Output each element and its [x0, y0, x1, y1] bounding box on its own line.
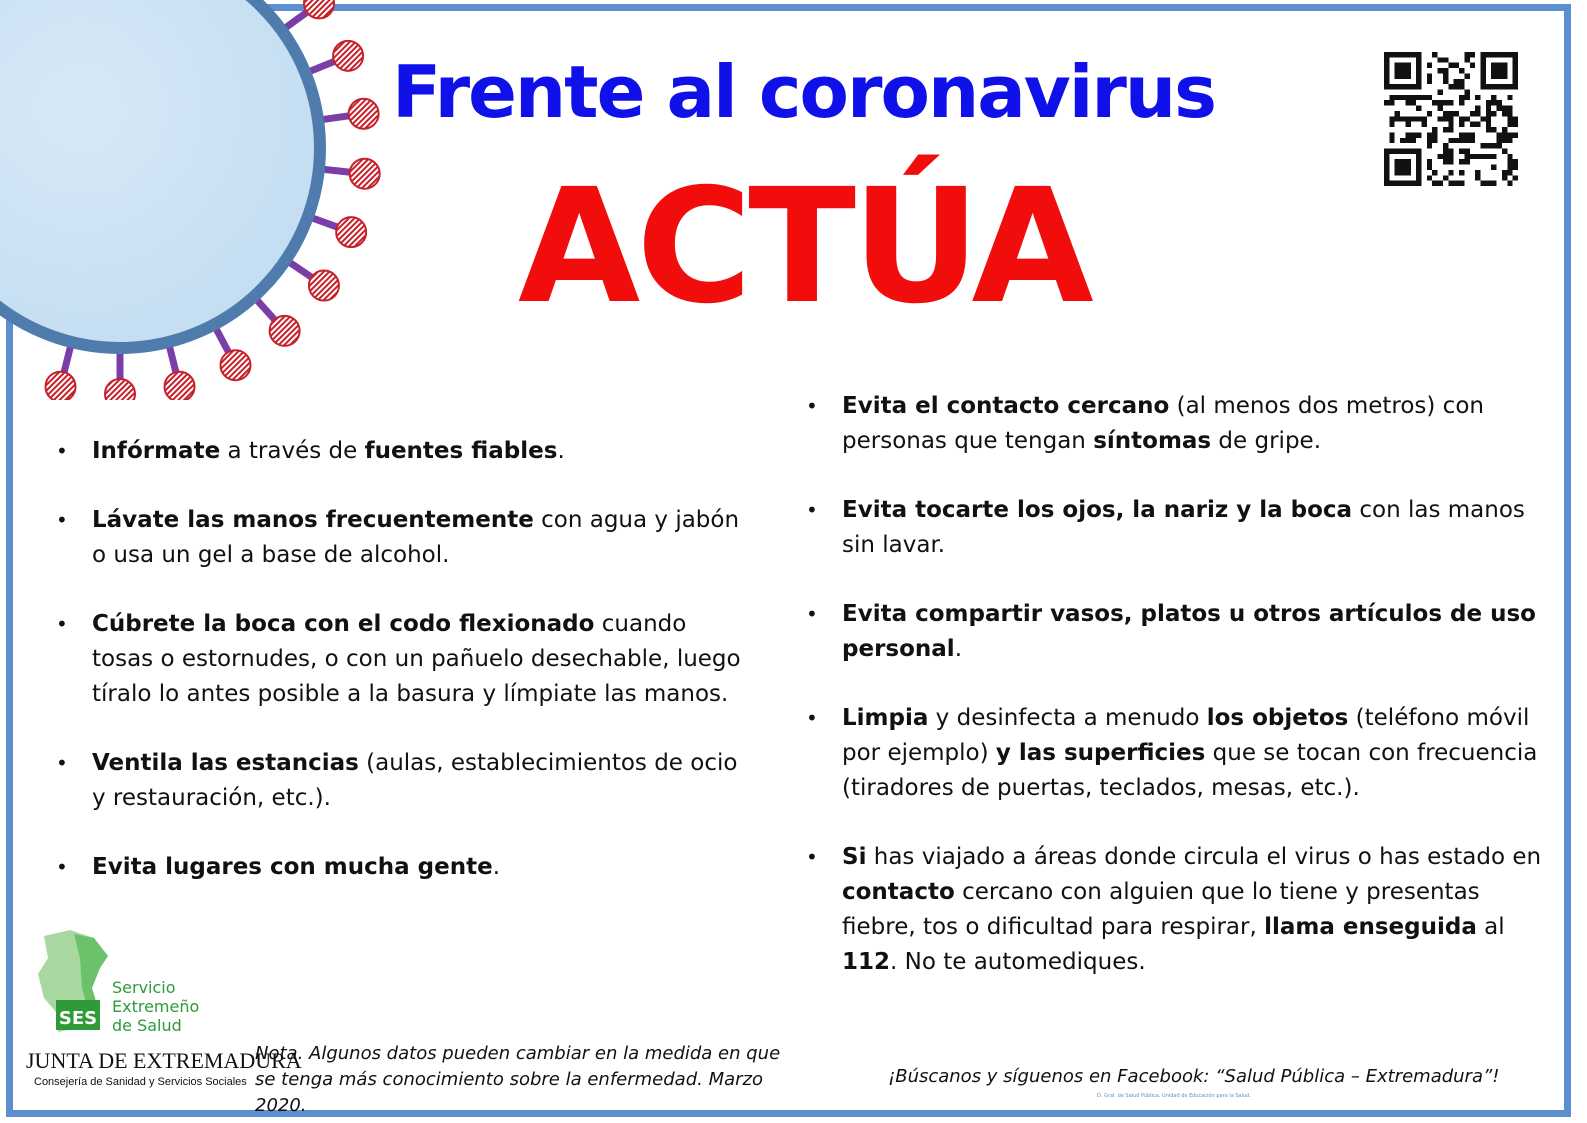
ses-name-line2: Extremeño	[112, 997, 200, 1016]
virus-illustration	[0, 0, 400, 400]
ses-name-line1: Servicio	[112, 978, 176, 997]
tip-emphasis: Ventila las estancias	[92, 750, 359, 776]
poster-subtitle: ACTÚA	[518, 155, 1090, 339]
credit-line: D. Gral. de Salud Pública. Unidad de Educación para la Salud.	[1097, 1093, 1251, 1099]
bullet-icon: •	[56, 439, 68, 463]
tip-text: (teléfono móvil por ejemplo)	[842, 705, 1530, 766]
bullet-icon: •	[806, 498, 818, 522]
tip-text: .	[492, 854, 501, 880]
tip-text: has viajado a áreas donde circula el virus o has estado en	[866, 844, 1542, 870]
tip-emphasis: contacto	[842, 879, 955, 905]
footer-note: Nota. Algunos datos pueden cambiar en la medida en que se tenga más conocimiento sobre la enfermedad. Marzo 2020.	[255, 1043, 781, 1116]
tip-text: cuando tosas o estornudes, o con un pañuelo desechable, luego tíralo lo antes posible a la basura y límpiate las manos.	[92, 611, 741, 707]
tip-emphasis: Evita el contacto cercano	[842, 393, 1170, 419]
bullet-icon: •	[806, 845, 818, 869]
tip-emphasis: Evita compartir vasos, platos u otros artículos de uso personal	[842, 601, 1536, 662]
tip-emphasis: Limpia	[842, 705, 929, 731]
tip-emphasis: Evita tocarte los ojos, la nariz y la boca	[842, 497, 1353, 523]
left-tip	[56, 434, 746, 469]
tip-text: y desinfecta a menudo	[928, 705, 1207, 731]
tip-text: (aulas, establecimientos de ocio y restauración, etc.).	[92, 750, 738, 811]
tip-text: .	[954, 636, 962, 662]
tip-emphasis: fuentes fiables	[364, 438, 558, 464]
tip-text: de gripe.	[1211, 428, 1322, 454]
tip-text: .	[557, 438, 565, 464]
right-tip	[806, 840, 1546, 980]
bullet-icon: •	[56, 855, 68, 879]
bullet-icon: •	[806, 602, 818, 626]
tip-text: que se tocan con frecuencia (tiradores de puertas, teclados, mesas, etc.).	[842, 740, 1538, 801]
tip-text: (al menos dos metros) con personas que tengan	[842, 393, 1484, 454]
tip-emphasis: Cúbrete la boca con el codo flexionado	[92, 611, 595, 637]
left-tip	[56, 850, 746, 885]
facebook-notice: ¡Búscanos y síguenos en Facebook: “Salud Pública – Extremadura”!	[888, 1066, 1500, 1087]
qr-code[interactable]	[1384, 52, 1518, 186]
tip-emphasis: Si	[842, 844, 867, 870]
tip-emphasis: Lávate las manos frecuentemente	[92, 507, 534, 533]
right-tips-list	[806, 389, 1546, 1014]
left-tip	[56, 503, 746, 573]
ses-abbr: SES	[58, 1008, 98, 1029]
junta-name: JUNTA DE EXTREMADURA	[26, 1048, 302, 1073]
tip-emphasis: los objetos	[1206, 705, 1349, 731]
bullet-icon: •	[56, 751, 68, 775]
tip-emphasis: Evita lugares con mucha gente	[92, 854, 493, 880]
tip-text: . No te automediques.	[890, 949, 1146, 975]
tip-emphasis: llama enseguida	[1264, 914, 1477, 940]
tip-text: a través de	[220, 438, 365, 464]
left-tip	[56, 607, 746, 712]
tip-emphasis: Infórmate	[92, 438, 221, 464]
poster-title: Frente al coronavirus	[392, 50, 1216, 134]
tip-text: cercano con alguien que lo tiene y presentas fiebre, tos o dificultad para respirar,	[842, 879, 1480, 940]
right-tip	[806, 701, 1546, 806]
bullet-icon: •	[56, 612, 68, 636]
right-tip	[806, 389, 1546, 459]
right-tip	[806, 493, 1546, 563]
tip-emphasis: 112	[842, 949, 891, 975]
ses-name	[112, 978, 199, 1035]
tip-emphasis: síntomas	[1093, 428, 1212, 454]
ses-name-line3: de Salud	[112, 1016, 182, 1035]
tip-text: con agua y jabón o usa un gel a base de alcohol.	[92, 507, 740, 568]
tip-text: con las manos sin lavar.	[842, 497, 1525, 558]
tip-emphasis: y las superficies	[995, 740, 1206, 766]
consejeria-name: Consejería de Sanidad y Servicios Sociales	[34, 1076, 247, 1088]
left-tips-list	[56, 434, 746, 919]
left-tip	[56, 746, 746, 816]
right-tip	[806, 597, 1546, 667]
bullet-icon: •	[806, 394, 818, 418]
tip-text: al	[1476, 914, 1505, 940]
bullet-icon: •	[56, 508, 68, 532]
bullet-icon: •	[806, 706, 818, 730]
